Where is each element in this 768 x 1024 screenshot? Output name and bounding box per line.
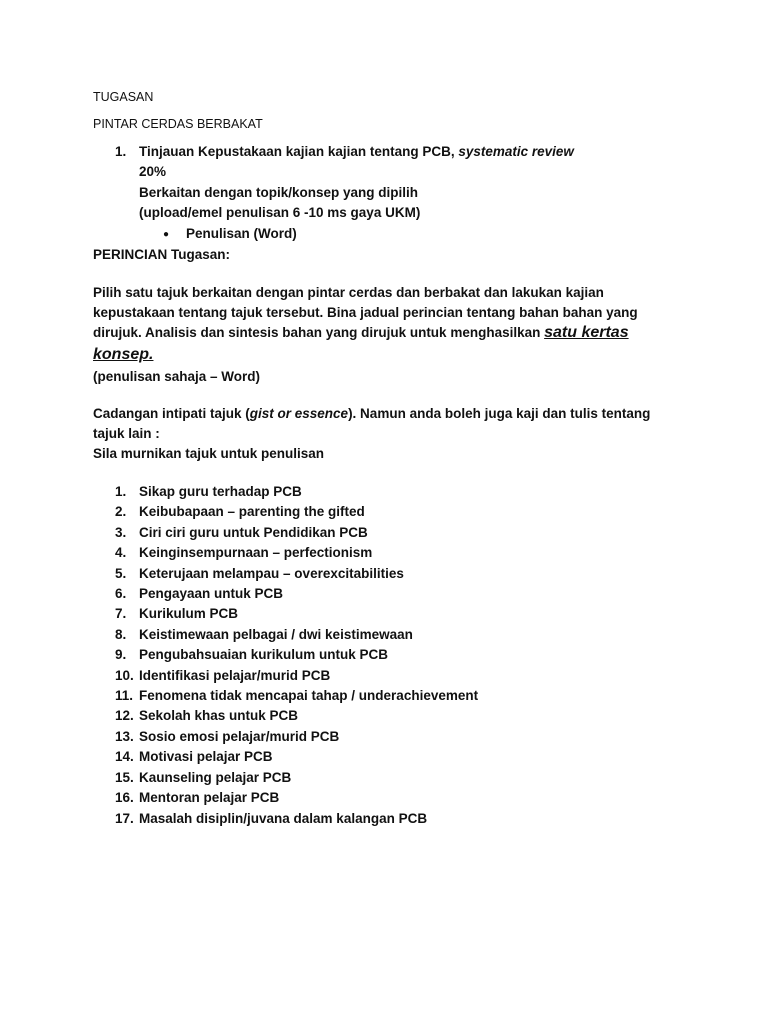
list-item bbox=[115, 523, 478, 543]
list-item-text: Ciri ciri guru untuk Pendidikan PCB bbox=[139, 524, 368, 540]
details-heading: PERINCIAN Tugasan: bbox=[93, 247, 231, 262]
list-item-number: 15. bbox=[115, 769, 134, 785]
details-para1-line4 bbox=[93, 346, 153, 364]
task-title-italic: systematic review bbox=[458, 144, 574, 159]
list-item-number: 1. bbox=[115, 484, 127, 499]
list-item-number: 11. bbox=[115, 688, 134, 704]
list-item bbox=[115, 482, 478, 502]
list-item bbox=[115, 666, 478, 686]
task-number: 1. bbox=[115, 144, 127, 159]
list-item bbox=[115, 604, 478, 624]
list-item-text: Pengubahsuaian kurikulum untuk PCB bbox=[139, 647, 389, 663]
task-upload-line: (upload/emel penulisan 6 -10 ms gaya UKM) bbox=[139, 205, 421, 220]
task-weight: 20% bbox=[139, 164, 167, 179]
list-item-number: 4. bbox=[115, 545, 127, 561]
list-item-number: 2. bbox=[115, 504, 127, 520]
details-para1-line2: kepustakaan tentang tajuk tersebut. Bina jadual perincian tentang bahan bahan yang bbox=[93, 305, 638, 320]
list-item-number: 3. bbox=[115, 524, 127, 540]
list-item bbox=[115, 706, 478, 726]
list-item-text: Fenomena tidak mencapai tahap / underachievement bbox=[139, 688, 479, 704]
list-item bbox=[115, 809, 478, 829]
topic-list bbox=[115, 482, 478, 829]
list-item-number: 5. bbox=[115, 565, 127, 581]
details-emphasis-2: konsep. bbox=[93, 346, 154, 363]
bullet-icon: ● bbox=[163, 229, 170, 240]
task-bullet-item bbox=[163, 225, 297, 244]
list-item-text: Keinginsempurnaan – perfectionism bbox=[139, 545, 373, 561]
details-emphasis-1: satu kertas bbox=[544, 324, 629, 341]
list-item-number: 7. bbox=[115, 606, 127, 622]
list-item-text: Mentoran pelajar PCB bbox=[139, 790, 280, 806]
list-item-number: 6. bbox=[115, 586, 127, 602]
details-para2-line2: tajuk lain : bbox=[93, 426, 160, 441]
list-item-text: Keibubapaan – parenting the gifted bbox=[139, 504, 365, 520]
list-item-text: Pengayaan untuk PCB bbox=[139, 586, 284, 602]
list-item-text: Sosio emosi pelajar/murid PCB bbox=[139, 728, 340, 744]
list-item bbox=[115, 625, 478, 645]
list-item bbox=[115, 502, 478, 522]
task-bullet-text: Penulisan (Word) bbox=[186, 226, 297, 241]
document-subtitle: PINTAR CERDAS BERBAKAT bbox=[93, 117, 263, 131]
list-item bbox=[115, 564, 478, 584]
list-item-text: Kaunseling pelajar PCB bbox=[139, 769, 292, 785]
list-item-number: 16. bbox=[115, 790, 134, 806]
list-item-number: 13. bbox=[115, 728, 134, 744]
document-title: TUGASAN bbox=[93, 90, 154, 104]
list-item bbox=[115, 727, 478, 747]
list-item bbox=[115, 768, 478, 788]
list-item-text: Motivasi pelajar PCB bbox=[139, 749, 273, 765]
task-item-1 bbox=[115, 143, 574, 161]
list-item bbox=[115, 788, 478, 808]
list-item-number: 12. bbox=[115, 708, 134, 724]
list-item-text: Keterujaan melampau – overexcitabilities bbox=[139, 565, 404, 581]
list-item bbox=[115, 686, 478, 706]
details-para1-line3 bbox=[93, 324, 629, 342]
task-title: Tinjauan Kepustakaan kajian kajian tentang PCB, bbox=[139, 144, 459, 159]
list-item-text: Keistimewaan pelbagai / dwi keistimewaan bbox=[139, 626, 413, 642]
details-para1-line3-text: dirujuk. Analisis dan sintesis bahan yang dirujuk untuk menghasilkan bbox=[93, 325, 545, 340]
details-para2-italic: gist or essence bbox=[249, 406, 349, 421]
list-item-text: Masalah disiplin/juvana dalam kalangan PCB bbox=[139, 810, 428, 826]
list-item bbox=[115, 645, 478, 665]
list-item-number: 17. bbox=[115, 810, 134, 826]
list-item-text: Kurikulum PCB bbox=[139, 606, 239, 622]
list-item bbox=[115, 543, 478, 563]
list-item-text: Sikap guru terhadap PCB bbox=[139, 484, 302, 499]
list-item-number: 8. bbox=[115, 626, 127, 642]
list-item-text: Sekolah khas untuk PCB bbox=[139, 708, 299, 724]
details-note: (penulisan sahaja – Word) bbox=[93, 369, 261, 384]
details-para2-line1 bbox=[93, 405, 650, 423]
details-para2-line3: Sila murnikan tajuk untuk penulisan bbox=[93, 446, 325, 461]
list-item-number: 10. bbox=[115, 667, 134, 683]
list-item bbox=[115, 584, 478, 604]
details-para1-line1: Pilih satu tajuk berkaitan dengan pintar cerdas dan berbakat dan lakukan kajian bbox=[93, 285, 604, 300]
details-para2-line1-a: Cadangan intipati tajuk ( bbox=[93, 406, 250, 421]
list-item-number: 9. bbox=[115, 647, 127, 663]
list-item-number: 14. bbox=[115, 749, 134, 765]
list-item-text: Identifikasi pelajar/murid PCB bbox=[139, 667, 331, 683]
task-topic-line: Berkaitan dengan topik/konsep yang dipilih bbox=[139, 185, 419, 200]
details-para2-line1-b: ). Namun anda boleh juga kaji dan tulis tentang bbox=[348, 406, 651, 421]
list-item bbox=[115, 747, 478, 767]
